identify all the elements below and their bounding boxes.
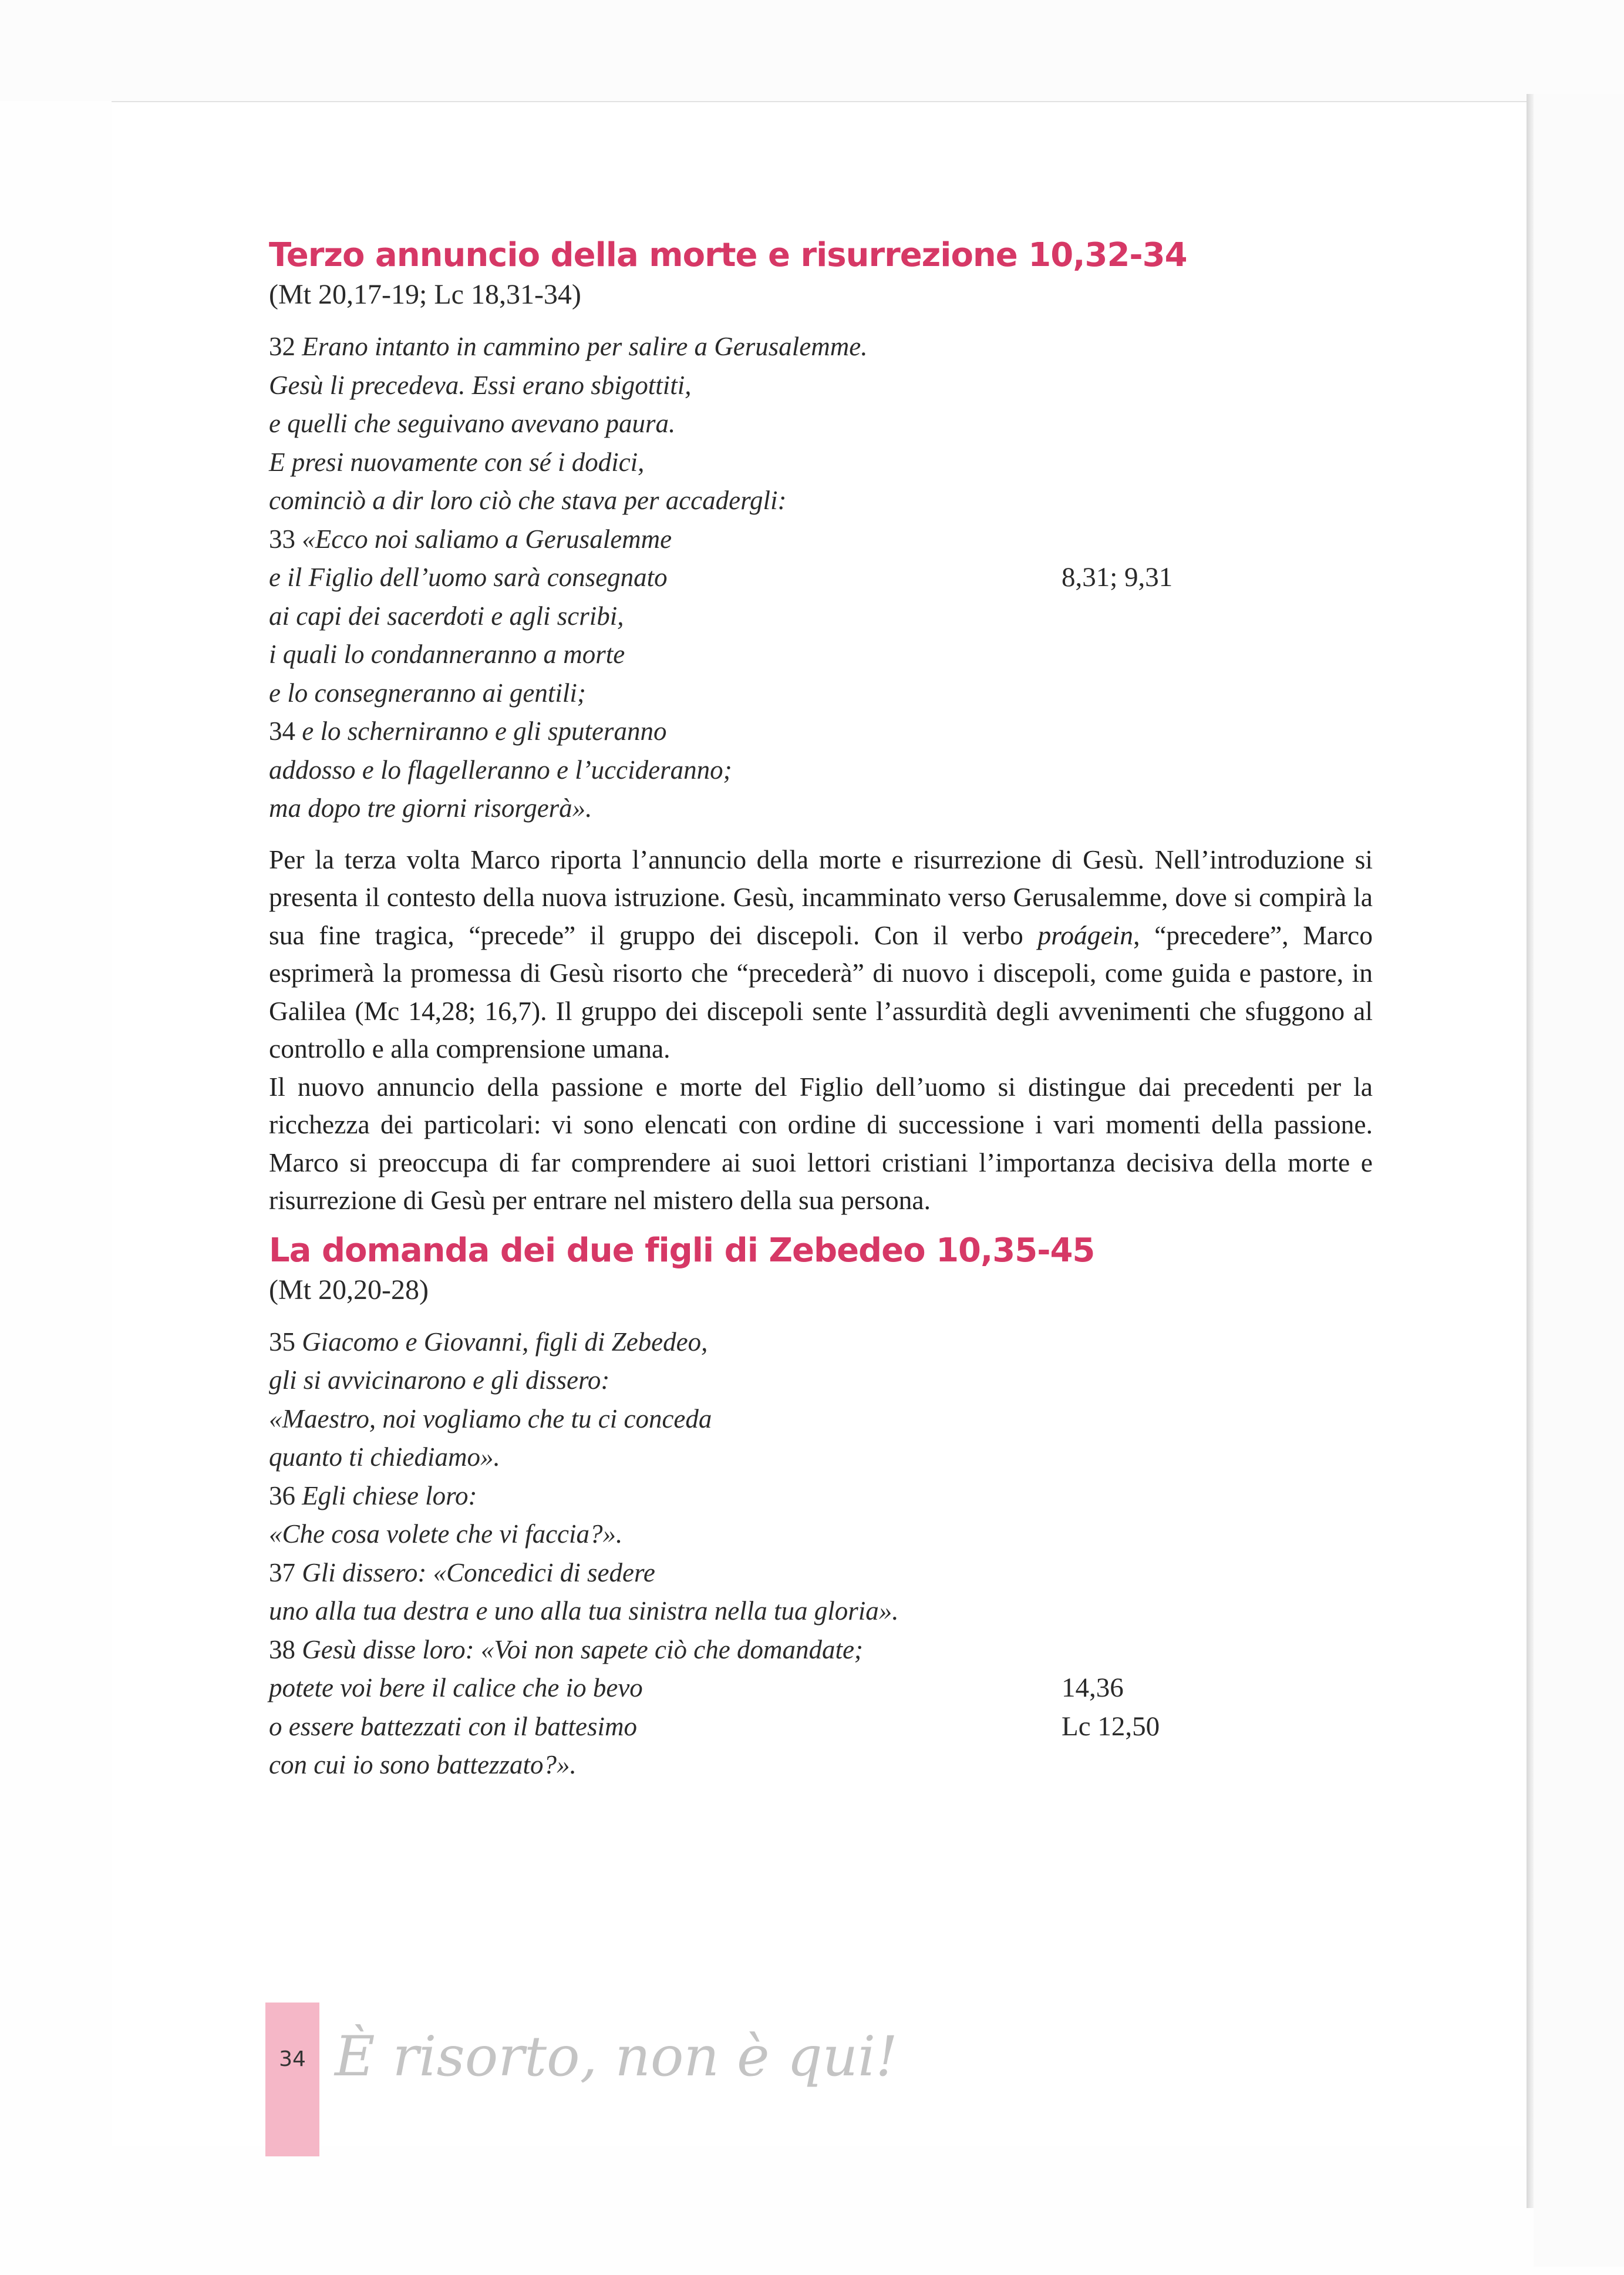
verse-text: potete voi bere il calice che io bevo [269,1673,643,1702]
verse-line [269,1400,1373,1439]
scan-margin [1534,94,1624,2267]
verse-line [269,482,1373,520]
verse-line [269,751,1373,790]
verse-number: 34 [269,716,302,746]
verse-block [269,328,1373,828]
verse-text: e lo consegneranno ai gentili; [269,678,586,708]
parallel-references: (Mt 20,20-28) [269,1274,429,1305]
verse-block [269,1323,1373,1785]
verse-line [269,789,1373,828]
verse-text: quanto ti chiediamo». [269,1442,500,1472]
verse-line [269,1746,1373,1785]
verse-line [269,520,1373,559]
greek-term: proágein [1037,920,1134,950]
verse-line [269,328,1373,366]
verse-line [269,1323,1373,1362]
verse-text: ma dopo tre giorni risorgerà». [269,793,592,823]
verse-number: 36 [269,1480,302,1510]
verse-text: Gesù li precedeva. Essi erano sbigottiti, [269,370,692,400]
paper-edge [1527,94,1534,2208]
verse-line [269,443,1373,482]
verse-number: 33 [269,524,302,554]
commentary-paragraph: Il nuovo annuncio della passione e morte del Figlio dell’uomo si distingue dai precedenti per la ricchezza dei particolari: vi sono elencati con ordine di successione i vari momenti della passione. Marco si preoccupa di far comprendere ai suoi lettori cristiani l’importanza decisiva della morte e risurrezione di Gesù per entrare nel mistero della sua persona. [269,1071,1373,1215]
verse-text: Giacomo e Giovanni, figli di Zebedeo, [302,1327,708,1357]
verse-text: Gesù disse loro: «Voi non sapete ciò che domandate; [302,1634,863,1664]
cross-reference: Lc 12,50 [1062,1711,1160,1742]
verse-line [269,712,1373,751]
verse-line [269,674,1373,713]
verse-text: «Ecco noi saliamo a Gerusalemme [302,524,672,554]
parallel-references: (Mt 20,17-19; Lc 18,31-34) [269,279,581,310]
page-content [269,235,1373,1798]
commentary-paragraph: Per la terza volta Marco riporta l’annuncio della morte e risurrezione di Gesù. Nell’introduzione si presenta il contesto della nuova istruzione. Gesù, incamminato verso Gerusalemme, dove si compirà la sua fine tragica, “precede” il gruppo dei discepoli. Con il verbo proágein, “precedere”, Marco esprimerà la promessa di Gesù risorto che “precederà” di nuovo i discepoli, come guida e pastore, in Galilea (Mc 14,28; 16,7). Il gruppo dei discepoli sente l’assurdità degli avvenimenti che sfuggono al controllo e alla comprensione umana. [269,844,1373,1064]
verse-text: E presi nuovamente con sé i dodici, [269,447,645,477]
verse-line [269,405,1373,443]
verse-text: e lo scherniranno e gli sputeranno [302,716,667,746]
verse-line [269,1669,1373,1708]
verse-line [269,1477,1373,1516]
cross-reference: 14,36 [1062,1672,1124,1703]
verse-text: «Che cosa volete che vi faccia?». [269,1519,623,1549]
verse-line [269,1515,1373,1554]
section-title-terzo-annuncio: Terzo annuncio della morte e risurrezione 10,32-34 [269,236,1187,274]
verse-text: con cui io sono battezzato?». [269,1750,577,1779]
verse-text: ai capi dei sacerdoti e agli scribi, [269,601,624,631]
page-number: 34 [279,2047,306,2071]
verse-text: i quali lo condanneranno a morte [269,640,625,669]
verse-number: 37 [269,1557,302,1587]
verse-text: e quelli che seguivano avevano paura. [269,409,676,438]
verse-line [269,558,1373,597]
footer-color-band [265,2003,319,2156]
verse-line [269,1708,1373,1746]
running-footer-title: È risorto, non è qui! [335,2025,898,2089]
verse-line [269,1438,1373,1477]
verse-number: 38 [269,1634,302,1664]
verse-line [269,1631,1373,1670]
verse-line [269,1361,1373,1400]
verse-line [269,597,1373,636]
verse-number: 35 [269,1327,302,1357]
verse-text: gli si avvicinarono e gli dissero: [269,1365,610,1395]
verse-line [269,1554,1373,1593]
verse-text: o essere battezzati con il battesimo [269,1711,638,1741]
scan-background [0,0,1624,101]
verse-line [269,366,1373,405]
section-title-domanda-zebedeo: La domanda dei due figli di Zebedeo 10,35-45 [269,1231,1095,1270]
verse-text: Egli chiese loro: [302,1480,477,1510]
verse-text: e il Figlio dell’uomo sarà consegnato [269,563,668,592]
verse-text: cominciò a dir loro ciò che stava per accadergli: [269,486,787,515]
verse-text: Erano intanto in cammino per salire a Gerusalemme. [302,332,868,361]
cross-reference: 8,31; 9,31 [1062,562,1173,593]
verse-text: Gli dissero: «Concedici di sedere [302,1557,655,1587]
verse-text: «Maestro, noi vogliamo che tu ci conceda [269,1404,712,1433]
verse-text: uno alla tua destra e uno alla tua sinistra nella tua gloria». [269,1596,899,1626]
verse-number: 32 [269,332,302,361]
verse-text: addosso e lo flagelleranno e l’uccideranno; [269,755,732,785]
verse-line [269,1592,1373,1631]
verse-line [269,635,1373,674]
